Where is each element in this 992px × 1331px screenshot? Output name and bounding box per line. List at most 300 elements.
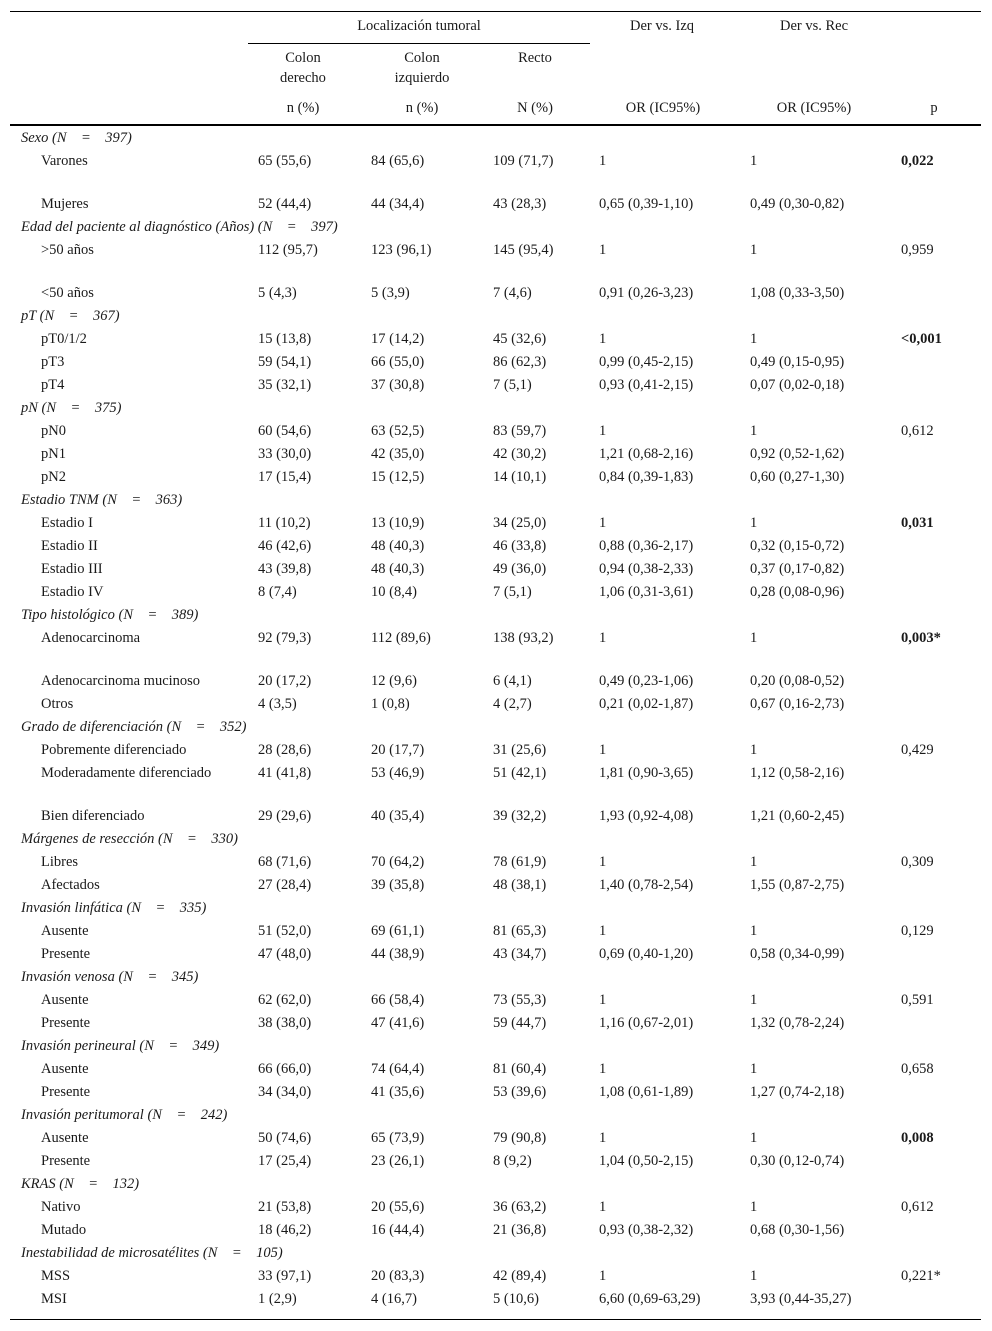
- cell-colon-derecho: 11 (10,2): [258, 515, 311, 531]
- cell-or-der-izq: 1: [599, 1199, 607, 1215]
- cell-recto: 81 (60,4): [493, 1061, 547, 1077]
- table-row: [10, 374, 981, 397]
- table-row: [10, 989, 981, 1012]
- table-row: [10, 558, 981, 581]
- cell-colon-izquierdo: 63 (52,5): [371, 423, 425, 439]
- cell-colon-derecho: 47 (48,0): [258, 946, 312, 962]
- group-label: Estadio TNM (N = 363): [21, 492, 183, 508]
- cell-p-value: 0,003*: [901, 630, 941, 646]
- cell-recto: 81 (65,3): [493, 923, 547, 939]
- cell-recto: 14 (10,1): [493, 469, 547, 485]
- cell-colon-izquierdo: 69 (61,1): [371, 923, 425, 939]
- cell-or-der-izq: 0,93 (0,38-2,32): [599, 1222, 694, 1238]
- cell-or-der-izq: 0,88 (0,36-2,17): [599, 538, 694, 554]
- row-label: Moderadamente diferenciado: [41, 765, 212, 781]
- cell-or-der-rec: 1,55 (0,87-2,75): [750, 877, 845, 893]
- group-label: Invasión perineural (N = 349): [21, 1038, 220, 1054]
- cell-or-der-rec: 0,68 (0,30-1,56): [750, 1222, 845, 1238]
- cell-or-der-rec: 1: [750, 992, 758, 1008]
- cell-or-der-rec: 0,20 (0,08-0,52): [750, 673, 845, 689]
- cell-or-der-rec: 3,93 (0,44-35,27): [750, 1291, 852, 1307]
- cell-colon-izquierdo: 47 (41,6): [371, 1015, 425, 1031]
- table-row: [10, 512, 981, 535]
- group-header-row: [10, 305, 981, 328]
- cell-colon-izquierdo: 112 (89,6): [371, 630, 431, 646]
- cell-recto: 53 (39,6): [493, 1084, 547, 1100]
- cell-or-der-izq: 1,40 (0,78-2,54): [599, 877, 694, 893]
- cell-colon-derecho: 35 (32,1): [258, 377, 312, 393]
- cell-colon-izquierdo: 1 (0,8): [371, 696, 410, 712]
- cell-colon-izquierdo: 23 (26,1): [371, 1153, 425, 1169]
- cell-colon-izquierdo: 37 (30,8): [371, 377, 425, 393]
- cell-colon-derecho: 34 (34,0): [258, 1084, 312, 1100]
- cell-p-value: [901, 193, 981, 216]
- cell-p-value: [901, 558, 981, 581]
- cell-recto: 45 (32,6): [493, 331, 547, 347]
- row-label: Ausente: [41, 1130, 89, 1146]
- row-label: Adenocarcinoma: [41, 630, 141, 646]
- cell-or-der-izq: 1: [599, 153, 607, 169]
- cell-colon-derecho: 50 (74,6): [258, 1130, 312, 1146]
- cell-or-der-izq: 1: [599, 992, 607, 1008]
- cell-colon-izquierdo: 48 (40,3): [371, 538, 425, 554]
- cell-or-der-izq: 6,60 (0,69-63,29): [599, 1291, 701, 1307]
- group-label: pT (N = 367): [21, 308, 120, 324]
- table-row: [10, 1288, 981, 1311]
- cell-or-der-rec: 0,30 (0,12-0,74): [750, 1153, 845, 1169]
- cell-colon-derecho: 43 (39,8): [258, 561, 312, 577]
- table-row: [10, 328, 981, 351]
- cell-p-value: 0,221*: [901, 1268, 941, 1284]
- row-label: pN1: [41, 446, 66, 462]
- cell-colon-izquierdo: 70 (64,2): [371, 854, 425, 870]
- cell-recto: 49 (36,0): [493, 561, 547, 577]
- cell-or-der-rec: 1,27 (0,74-2,18): [750, 1084, 845, 1100]
- cell-recto: 83 (59,7): [493, 423, 547, 439]
- cell-recto: 39 (32,2): [493, 808, 547, 824]
- header-p: p: [930, 100, 938, 116]
- table-row: [10, 1081, 981, 1104]
- cell-or-der-izq: 1,81 (0,90-3,65): [599, 765, 694, 781]
- group-label: Márgenes de resección (N = 330): [21, 831, 238, 847]
- cell-recto: 42 (30,2): [493, 446, 547, 462]
- cell-recto: 21 (36,8): [493, 1222, 547, 1238]
- cell-or-der-rec: 1: [750, 1130, 758, 1146]
- row-label: Estadio IV: [41, 584, 104, 600]
- table-row: [10, 920, 981, 943]
- cell-or-der-izq: 1: [599, 923, 607, 939]
- cell-or-der-rec: 0,28 (0,08-0,96): [750, 584, 845, 600]
- table-row: [10, 739, 981, 762]
- cell-or-der-izq: 0,49 (0,23-1,06): [599, 673, 694, 689]
- cell-p-value: 0,658: [901, 1061, 934, 1077]
- cell-colon-derecho: 51 (52,0): [258, 923, 312, 939]
- row-label: >50 años: [41, 242, 94, 258]
- table-row: [10, 282, 981, 305]
- cell-recto: 51 (42,1): [493, 765, 547, 781]
- cell-or-der-rec: 0,49 (0,30-0,82): [750, 196, 845, 212]
- cell-or-der-izq: 1,21 (0,68-2,16): [599, 446, 694, 462]
- group-label: Sexo (N = 397): [21, 130, 132, 146]
- cell-colon-derecho: 20 (17,2): [258, 673, 312, 689]
- header-colon-izquierdo: Colon izquierdo: [394, 50, 450, 86]
- cell-or-der-rec: 1,32 (0,78-2,24): [750, 1015, 845, 1031]
- group-label: Invasión linfática (N = 335): [21, 900, 207, 916]
- cell-colon-izquierdo: 20 (83,3): [371, 1268, 425, 1284]
- cell-or-der-izq: 1,06 (0,31-3,61): [599, 584, 694, 600]
- cell-p-value: [901, 943, 981, 966]
- header-n-recto: N (%): [517, 100, 553, 116]
- cell-recto: 109 (71,7): [493, 153, 554, 169]
- cell-or-der-rec: 1,08 (0,33-3,50): [750, 285, 845, 301]
- table-row: [10, 1219, 981, 1242]
- cell-p-value: 0,591: [901, 992, 934, 1008]
- cell-or-der-rec: 0,92 (0,52-1,62): [750, 446, 845, 462]
- row-label: Estadio II: [41, 538, 98, 554]
- table-row: [10, 874, 981, 897]
- cell-or-der-izq: 0,99 (0,45-2,15): [599, 354, 694, 370]
- cell-colon-izquierdo: 65 (73,9): [371, 1130, 425, 1146]
- cell-colon-derecho: 66 (66,0): [258, 1061, 312, 1077]
- cell-colon-izquierdo: 17 (14,2): [371, 331, 425, 347]
- group-label: Invasión venosa (N = 345): [21, 969, 199, 985]
- cell-or-der-izq: 1: [599, 515, 607, 531]
- cell-colon-derecho: 18 (46,2): [258, 1222, 312, 1238]
- row-label: Presente: [41, 946, 91, 962]
- table-row: [10, 805, 981, 828]
- group-label: Tipo histológico (N = 389): [21, 607, 199, 623]
- table-top-rule: [10, 11, 981, 12]
- cell-colon-derecho: 5 (4,3): [258, 285, 297, 301]
- header-n-colon-izquierdo: n (%): [405, 100, 439, 116]
- row-label: Estadio III: [41, 561, 103, 577]
- table-row: [10, 1196, 981, 1219]
- cell-recto: 79 (90,8): [493, 1130, 547, 1146]
- row-label: Afectados: [41, 877, 100, 893]
- group-header-row: [10, 489, 981, 512]
- cell-or-der-izq: 1: [599, 242, 607, 258]
- cell-p-value: [901, 1012, 981, 1035]
- table-row: [10, 1150, 981, 1173]
- cell-p-value: [901, 282, 981, 305]
- cell-colon-izquierdo: 16 (44,4): [371, 1222, 425, 1238]
- cell-colon-derecho: 4 (3,5): [258, 696, 297, 712]
- cell-recto: 43 (28,3): [493, 196, 547, 212]
- cell-or-der-rec: 1: [750, 242, 758, 258]
- table-row: [10, 762, 981, 805]
- cell-p-value: [901, 1081, 981, 1104]
- row-label: Presente: [41, 1084, 91, 1100]
- cell-colon-izquierdo: 5 (3,9): [371, 285, 410, 301]
- cell-recto: 6 (4,1): [493, 673, 532, 689]
- cell-colon-izquierdo: 20 (17,7): [371, 742, 425, 758]
- table-row: [10, 1012, 981, 1035]
- table-row: [10, 193, 981, 216]
- group-header-row: [10, 828, 981, 851]
- table-row: [10, 239, 981, 282]
- cell-p-value: 0,429: [901, 742, 934, 758]
- table-row: [10, 627, 981, 670]
- cell-or-der-rec: 1,12 (0,58-2,16): [750, 765, 845, 781]
- cell-or-der-izq: 1,08 (0,61-1,89): [599, 1084, 694, 1100]
- row-label: Pobremente diferenciado: [41, 742, 187, 758]
- cell-colon-izquierdo: 20 (55,6): [371, 1199, 425, 1215]
- row-label: Varones: [41, 153, 88, 169]
- cell-recto: 5 (10,6): [493, 1291, 539, 1307]
- row-label: Adenocarcinoma mucinoso: [41, 673, 201, 689]
- cell-p-value: 0,129: [901, 923, 934, 939]
- cell-or-der-izq: 0,91 (0,26-3,23): [599, 285, 694, 301]
- cell-colon-izquierdo: 42 (35,0): [371, 446, 425, 462]
- cell-or-der-izq: 1: [599, 742, 607, 758]
- cell-p-value: [901, 1150, 981, 1173]
- cell-colon-izquierdo: 39 (35,8): [371, 877, 425, 893]
- cell-colon-izquierdo: 4 (16,7): [371, 1291, 417, 1307]
- cell-colon-derecho: 17 (15,4): [258, 469, 312, 485]
- cell-or-der-izq: 0,65 (0,39-1,10): [599, 196, 694, 212]
- cell-colon-derecho: 65 (55,6): [258, 153, 312, 169]
- cell-or-der-rec: 1: [750, 923, 758, 939]
- group-label: Grado de diferenciación (N = 352): [21, 719, 247, 735]
- cell-or-der-izq: 0,94 (0,38-2,33): [599, 561, 694, 577]
- header-localizacion-rule: [248, 43, 590, 44]
- cell-recto: 42 (89,4): [493, 1268, 547, 1284]
- cell-colon-derecho: 59 (54,1): [258, 354, 312, 370]
- group-header-row: [10, 604, 981, 627]
- group-label: Invasión peritumoral (N = 242): [21, 1107, 228, 1123]
- cell-p-value: 0,031: [901, 515, 934, 531]
- row-label: pT4: [41, 377, 65, 393]
- row-label: pN0: [41, 423, 66, 439]
- cell-recto: 34 (25,0): [493, 515, 547, 531]
- cell-or-der-izq: 1: [599, 630, 607, 646]
- table-row: [10, 693, 981, 716]
- cell-colon-izquierdo: 15 (12,5): [371, 469, 425, 485]
- table-row: [10, 943, 981, 966]
- cell-colon-izquierdo: 44 (34,4): [371, 196, 425, 212]
- cell-colon-derecho: 15 (13,8): [258, 331, 312, 347]
- cell-colon-izquierdo: 66 (58,4): [371, 992, 425, 1008]
- cell-recto: 73 (55,3): [493, 992, 547, 1008]
- group-label: Inestabilidad de microsatélites (N = 105): [21, 1245, 283, 1261]
- cell-colon-derecho: 60 (54,6): [258, 423, 312, 439]
- group-header-row: [10, 127, 981, 150]
- cell-colon-derecho: 38 (38,0): [258, 1015, 312, 1031]
- cell-p-value: [901, 351, 981, 374]
- row-label: Bien diferenciado: [41, 808, 145, 824]
- header-bottom-rule: [10, 124, 981, 126]
- cell-p-value: 0,008: [901, 1130, 934, 1146]
- cell-colon-derecho: 46 (42,6): [258, 538, 312, 554]
- header-or-der-izq: OR (IC95%): [625, 100, 701, 116]
- cell-recto: 7 (5,1): [493, 584, 532, 600]
- cell-or-der-rec: 0,49 (0,15-0,95): [750, 354, 845, 370]
- group-header-row: [10, 1035, 981, 1058]
- cell-colon-derecho: 1 (2,9): [258, 1291, 297, 1307]
- table-row: [10, 670, 981, 693]
- cell-colon-derecho: 62 (62,0): [258, 992, 312, 1008]
- cell-or-der-izq: 1,16 (0,67-2,01): [599, 1015, 694, 1031]
- cell-or-der-rec: 1: [750, 1199, 758, 1215]
- cell-p-value: [901, 374, 981, 397]
- row-label: pT3: [41, 354, 65, 370]
- header-or-der-rec: OR (IC95%): [776, 100, 852, 116]
- group-header-row: [10, 966, 981, 989]
- table-row: [10, 150, 981, 193]
- cell-colon-izquierdo: 66 (55,0): [371, 354, 425, 370]
- table-row: [10, 1127, 981, 1150]
- row-label: Presente: [41, 1153, 91, 1169]
- cell-p-value: [901, 1288, 981, 1311]
- cell-p-value: 0,612: [901, 423, 934, 439]
- cell-recto: 138 (93,2): [493, 630, 554, 646]
- row-label: Mujeres: [41, 196, 89, 212]
- header-localizacion: Localización tumoral: [357, 18, 481, 34]
- cell-colon-derecho: 29 (29,6): [258, 808, 312, 824]
- row-label: Otros: [41, 696, 74, 712]
- cell-or-der-izq: 0,93 (0,41-2,15): [599, 377, 694, 393]
- table-row: [10, 1058, 981, 1081]
- cell-colon-derecho: 33 (97,1): [258, 1268, 312, 1284]
- row-label: pN2: [41, 469, 66, 485]
- cell-or-der-rec: 1: [750, 742, 758, 758]
- header-colon-derecho: Colon derecho: [280, 50, 326, 86]
- cell-recto: 86 (62,3): [493, 354, 547, 370]
- cell-or-der-rec: 1: [750, 515, 758, 531]
- cell-recto: 43 (34,7): [493, 946, 547, 962]
- cell-or-der-rec: 0,32 (0,15-0,72): [750, 538, 845, 554]
- cell-colon-derecho: 27 (28,4): [258, 877, 312, 893]
- cell-or-der-rec: 1: [750, 854, 758, 870]
- cell-recto: 7 (5,1): [493, 377, 532, 393]
- group-header-row: [10, 1173, 981, 1196]
- cell-p-value: [901, 670, 981, 693]
- cell-or-der-izq: 1: [599, 1268, 607, 1284]
- cell-recto: 7 (4,6): [493, 285, 532, 301]
- cell-p-value: 0,309: [901, 854, 934, 870]
- cell-colon-izquierdo: 53 (46,9): [371, 765, 425, 781]
- cell-or-der-rec: 1: [750, 1061, 758, 1077]
- cell-recto: 46 (33,8): [493, 538, 547, 554]
- cell-p-value: [901, 1219, 981, 1242]
- group-header-row: [10, 216, 981, 239]
- cell-or-der-rec: 1: [750, 630, 758, 646]
- cell-or-der-rec: 0,60 (0,27-1,30): [750, 469, 845, 485]
- cell-p-value: [901, 874, 981, 897]
- cell-or-der-izq: 1: [599, 1061, 607, 1077]
- cell-or-der-izq: 1: [599, 854, 607, 870]
- cell-or-der-izq: 1,93 (0,92-4,08): [599, 808, 694, 824]
- group-header-row: [10, 1104, 981, 1127]
- cell-colon-derecho: 33 (30,0): [258, 446, 312, 462]
- cell-colon-derecho: 21 (53,8): [258, 1199, 312, 1215]
- row-label: MSS: [41, 1268, 71, 1284]
- cell-or-der-rec: 1: [750, 1268, 758, 1284]
- cell-p-value: [901, 805, 981, 828]
- cell-recto: 36 (63,2): [493, 1199, 547, 1215]
- cell-colon-izquierdo: 13 (10,9): [371, 515, 425, 531]
- cell-or-der-rec: 0,58 (0,34-0,99): [750, 946, 845, 962]
- header-der-izq: Der vs. Izq: [629, 18, 695, 34]
- cell-p-value: [901, 443, 981, 466]
- cell-colon-izquierdo: 74 (64,4): [371, 1061, 425, 1077]
- header-recto: Recto: [518, 50, 552, 66]
- cell-p-value: 0,612: [901, 1199, 934, 1215]
- cell-or-der-rec: 1: [750, 423, 758, 439]
- cell-or-der-izq: 0,21 (0,02-1,87): [599, 696, 694, 712]
- row-label: <50 años: [41, 285, 94, 301]
- cell-colon-derecho: 112 (95,7): [258, 242, 318, 258]
- cell-colon-derecho: 8 (7,4): [258, 584, 297, 600]
- cell-colon-izquierdo: 84 (65,6): [371, 153, 425, 169]
- cell-recto: 4 (2,7): [493, 696, 532, 712]
- cell-colon-derecho: 52 (44,4): [258, 196, 312, 212]
- cell-or-der-izq: 1,04 (0,50-2,15): [599, 1153, 694, 1169]
- header-n-colon-derecho: n (%): [286, 100, 320, 116]
- table-row: [10, 581, 981, 604]
- cell-colon-izquierdo: 40 (35,4): [371, 808, 425, 824]
- cell-or-der-izq: 0,84 (0,39-1,83): [599, 469, 694, 485]
- cell-or-der-izq: 1: [599, 423, 607, 439]
- row-label: Presente: [41, 1015, 91, 1031]
- table-row: [10, 851, 981, 874]
- header-der-rec: Der vs. Rec: [779, 18, 849, 34]
- cell-recto: 59 (44,7): [493, 1015, 547, 1031]
- row-label: Ausente: [41, 992, 89, 1008]
- cell-recto: 145 (95,4): [493, 242, 554, 258]
- table-row: [10, 351, 981, 374]
- cell-p-value: [901, 581, 981, 604]
- cell-or-der-izq: 1: [599, 331, 607, 347]
- cell-colon-izquierdo: 48 (40,3): [371, 561, 425, 577]
- cell-p-value: [901, 535, 981, 558]
- group-header-row: [10, 1242, 981, 1265]
- group-header-row: [10, 397, 981, 420]
- cell-or-der-rec: 1,21 (0,60-2,45): [750, 808, 845, 824]
- group-header-row: [10, 897, 981, 920]
- cell-colon-izquierdo: 12 (9,6): [371, 673, 417, 689]
- row-label: Ausente: [41, 923, 89, 939]
- row-label: pT0/1/2: [41, 331, 87, 347]
- cell-or-der-rec: 0,37 (0,17-0,82): [750, 561, 845, 577]
- group-header-row: [10, 716, 981, 739]
- cell-or-der-izq: 0,69 (0,40-1,20): [599, 946, 694, 962]
- cell-p-value: <0,001: [901, 331, 942, 347]
- cell-p-value: [901, 466, 981, 489]
- row-label: Nativo: [41, 1199, 81, 1215]
- data-table: [10, 127, 981, 1311]
- cell-colon-izquierdo: 123 (96,1): [371, 242, 432, 258]
- cell-or-der-rec: 1: [750, 331, 758, 347]
- group-label: KRAS (N = 132): [21, 1176, 140, 1192]
- table-row: [10, 443, 981, 466]
- cell-colon-derecho: 17 (25,4): [258, 1153, 312, 1169]
- cell-recto: 48 (38,1): [493, 877, 547, 893]
- cell-colon-derecho: 41 (41,8): [258, 765, 312, 781]
- cell-p-value: 0,959: [901, 242, 934, 258]
- row-label: Libres: [41, 854, 79, 870]
- table-row: [10, 466, 981, 489]
- row-label: Mutado: [41, 1222, 87, 1238]
- cell-colon-derecho: 68 (71,6): [258, 854, 312, 870]
- row-label: Estadio I: [41, 515, 93, 531]
- cell-p-value: [901, 762, 981, 805]
- row-label: Ausente: [41, 1061, 89, 1077]
- cell-recto: 8 (9,2): [493, 1153, 532, 1169]
- table-row: [10, 1265, 981, 1288]
- table-bottom-rule: [10, 1319, 981, 1320]
- cell-or-der-rec: 0,07 (0,02-0,18): [750, 377, 845, 393]
